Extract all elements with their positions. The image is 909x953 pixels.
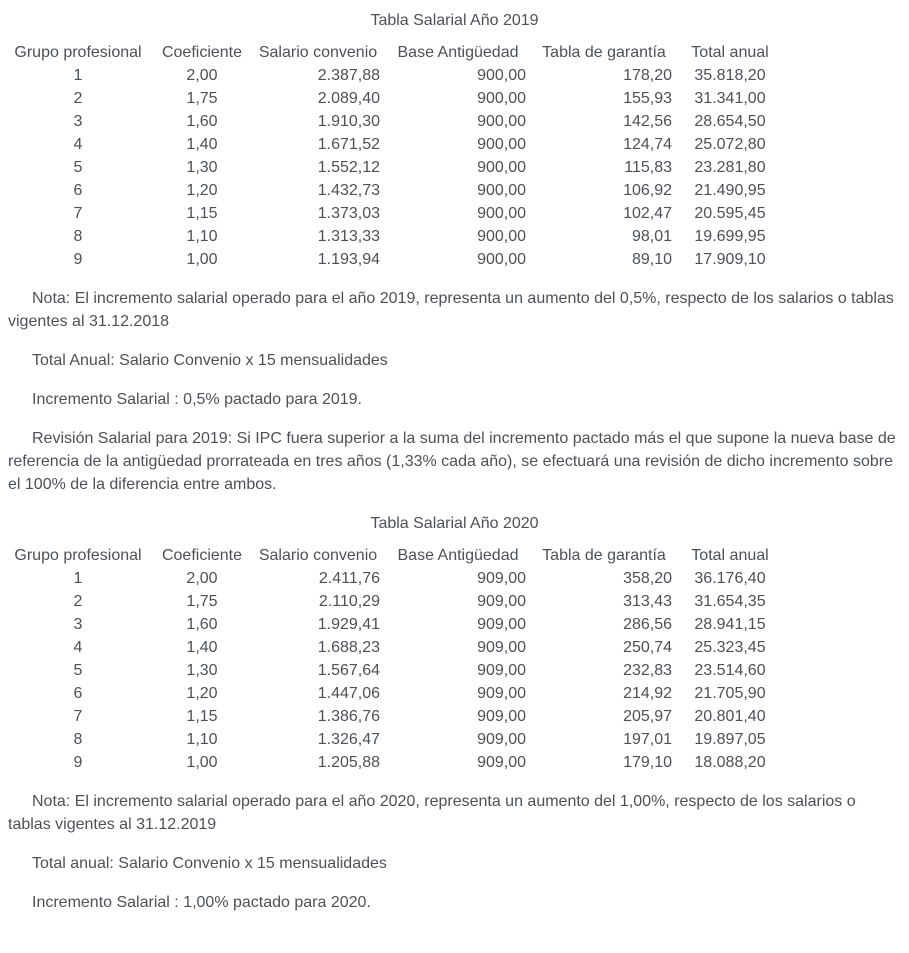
notes-2020 — [8, 790, 901, 914]
table-cell: 19.699,95 — [694, 228, 766, 245]
table-cell: 909,00 — [477, 593, 526, 610]
table-header-row — [8, 41, 778, 64]
table-cell: 9 — [73, 251, 83, 268]
table-cell: 2.089,40 — [317, 90, 380, 107]
table-cell: 900,00 — [477, 136, 526, 153]
table-cell: 2,00 — [186, 67, 218, 84]
table-cell: 2 — [73, 90, 83, 107]
note-paragraph: Nota: El incremento salarial operado para el año 2019, representa un aumento del 0,5%, respecto de los salarios o tablas vigentes al 31.12.2018 — [8, 290, 894, 330]
table-cell: 900,00 — [477, 228, 526, 245]
table-cell: 909,00 — [477, 662, 526, 679]
table-cell: 1.552,12 — [317, 159, 380, 176]
table-cell: 3 — [73, 616, 83, 633]
table-cell: 19.897,05 — [694, 731, 766, 748]
note-paragraph: Incremento Salarial : 0,5% pactado para 2019. — [32, 391, 362, 408]
table-cell: 1.447,06 — [317, 685, 380, 702]
table-row — [8, 179, 778, 202]
table-cell: 1.205,88 — [317, 754, 380, 771]
table-row — [8, 567, 778, 590]
section-tabla-2020 — [8, 512, 901, 914]
table-cell: 1,10 — [186, 731, 218, 748]
table-cell: 1.671,52 — [317, 136, 380, 153]
table-cell: 17.909,10 — [694, 251, 766, 268]
table-cell: 4 — [73, 136, 83, 153]
table-header-row — [8, 544, 778, 567]
table-cell: 1,60 — [186, 616, 218, 633]
table-cell: 1,40 — [186, 136, 218, 153]
table-cell: 900,00 — [477, 182, 526, 199]
table-cell: 18.088,20 — [694, 754, 766, 771]
table-cell: 909,00 — [477, 616, 526, 633]
table-cell: 1.688,23 — [317, 639, 380, 656]
table-cell: 205,97 — [623, 708, 672, 725]
table-cell: 2.387,88 — [317, 67, 380, 84]
table-cell: 28.654,50 — [694, 113, 766, 130]
table-cell: 358,20 — [623, 570, 672, 587]
table-row — [8, 705, 778, 728]
table-cell: 31.654,35 — [694, 593, 766, 610]
column-header: Tabla de garantía — [542, 547, 666, 564]
table-cell: 1.567,64 — [317, 662, 380, 679]
table-cell: 5 — [73, 159, 83, 176]
note-paragraph: Revisión Salarial para 2019: Si IPC fuera superior a la suma del incremento pactado más el que supone la nueva base de referencia de la antigüedad prorrateada en tres años (1,33% cada año), se efectuará una revisión de dicho incremento sobre el 100% de la diferencia entre ambos. — [8, 430, 896, 493]
table-cell: 214,92 — [623, 685, 672, 702]
table-cell: 909,00 — [477, 754, 526, 771]
table-cell: 313,43 — [623, 593, 672, 610]
table-cell: 2.110,29 — [318, 593, 380, 610]
table-cell: 23.281,80 — [694, 159, 766, 176]
table-cell: 1,10 — [186, 228, 218, 245]
table-cell: 286,56 — [623, 616, 672, 633]
table-cell: 115,83 — [624, 159, 672, 176]
table-row — [8, 110, 778, 133]
column-header: Salario convenio — [258, 44, 378, 61]
table-cell: 1,30 — [186, 662, 218, 679]
table-cell: 900,00 — [477, 90, 526, 107]
table-cell: 142,56 — [623, 113, 672, 130]
table-row — [8, 728, 778, 751]
table-cell: 155,93 — [623, 90, 672, 107]
table-row — [8, 590, 778, 613]
column-header: Coeficiente — [161, 44, 243, 61]
table-cell: 8 — [73, 228, 83, 245]
table-cell: 98,01 — [631, 228, 672, 245]
table-title-2019: Tabla Salarial Año 2019 — [370, 12, 539, 29]
note-paragraph: Nota: El incremento salarial operado para el año 2020, representa un aumento del 1,00%, respecto de los salarios o tablas vigentes al 31.12.2019 — [8, 793, 856, 833]
column-header: Grupo profesional — [14, 547, 142, 564]
table-cell: 1,75 — [186, 90, 218, 107]
table-cell: 21.705,90 — [694, 685, 766, 702]
table-cell: 1,20 — [186, 182, 218, 199]
table-cell: 909,00 — [477, 639, 526, 656]
table-cell: 1.910,30 — [317, 113, 380, 130]
note-paragraph: Total Anual: Salario Convenio x 15 mensualidades — [32, 352, 388, 369]
table-row — [8, 133, 778, 156]
table-row — [8, 613, 778, 636]
salary-table-2020 — [0, 544, 788, 774]
table-cell: 4 — [73, 639, 83, 656]
table-cell: 1 — [73, 67, 83, 84]
table-row — [8, 636, 778, 659]
table-cell: 2.411,76 — [318, 570, 380, 587]
table-cell: 124,74 — [623, 136, 672, 153]
table-title-2020: Tabla Salarial Año 2020 — [370, 515, 539, 532]
table-cell: 20.595,45 — [694, 205, 766, 222]
table-cell: 1,30 — [186, 159, 218, 176]
table-row — [8, 682, 778, 705]
table-row — [8, 156, 778, 179]
column-header: Base Antigüedad — [397, 44, 519, 61]
table-cell: 1.386,76 — [317, 708, 380, 725]
salary-document — [8, 9, 901, 914]
table-cell: 900,00 — [477, 251, 526, 268]
notes-2019 — [8, 287, 901, 496]
column-header: Tabla de garantía — [542, 44, 666, 61]
note-paragraph: Incremento Salarial : 1,00% pactado para 2020. — [32, 894, 371, 911]
table-row — [8, 248, 778, 271]
table-row — [8, 225, 778, 248]
column-header: Total anual — [691, 547, 769, 564]
table-cell: 3 — [73, 113, 83, 130]
column-header: Base Antigüedad — [397, 547, 519, 564]
salary-table-2019 — [0, 41, 788, 271]
table-cell: 909,00 — [477, 731, 526, 748]
table-cell: 900,00 — [477, 113, 526, 130]
table-cell: 1,15 — [186, 205, 218, 222]
table-cell: 6 — [73, 685, 83, 702]
table-cell: 106,92 — [623, 182, 672, 199]
table-cell: 900,00 — [477, 205, 526, 222]
table-cell: 7 — [73, 205, 83, 222]
note-paragraph: Total anual: Salario Convenio x 15 mensualidades — [32, 855, 387, 872]
table-cell: 1,00 — [186, 754, 218, 771]
table-cell: 1,40 — [186, 639, 218, 656]
table-cell: 2 — [73, 593, 83, 610]
table-cell: 25.072,80 — [694, 136, 766, 153]
table-cell: 23.514,60 — [694, 662, 766, 679]
table-cell: 1,75 — [186, 593, 218, 610]
table-cell: 250,74 — [623, 639, 672, 656]
table-cell: 909,00 — [477, 708, 526, 725]
table-cell: 1,60 — [186, 113, 218, 130]
table-row — [8, 64, 778, 87]
table-cell: 900,00 — [477, 67, 526, 84]
table-cell: 909,00 — [477, 685, 526, 702]
table-cell: 5 — [73, 662, 83, 679]
table-cell: 8 — [73, 731, 83, 748]
table-cell: 1.326,47 — [317, 731, 380, 748]
table-cell: 28.941,15 — [694, 616, 766, 633]
table-cell: 102,47 — [623, 205, 672, 222]
table-cell: 1 — [73, 570, 83, 587]
table-row — [8, 659, 778, 682]
table-row — [8, 202, 778, 225]
table-cell: 900,00 — [477, 159, 526, 176]
table-cell: 20.801,40 — [694, 708, 766, 725]
table-cell: 7 — [73, 708, 83, 725]
table-cell: 1.929,41 — [317, 616, 380, 633]
table-row — [8, 751, 778, 774]
column-header: Total anual — [691, 44, 769, 61]
table-cell: 25.323,45 — [694, 639, 766, 656]
column-header: Grupo profesional — [14, 44, 142, 61]
table-cell: 232,83 — [623, 662, 672, 679]
table-cell: 1.373,03 — [317, 205, 380, 222]
table-cell: 1.432,73 — [317, 182, 380, 199]
table-cell: 9 — [73, 754, 83, 771]
table-cell: 909,00 — [477, 570, 526, 587]
table-cell: 2,00 — [186, 570, 218, 587]
section-tabla-2019 — [8, 9, 901, 496]
table-cell: 89,10 — [631, 251, 672, 268]
column-header: Salario convenio — [258, 547, 378, 564]
table-cell: 178,20 — [623, 67, 672, 84]
column-header: Coeficiente — [161, 547, 243, 564]
table-cell: 197,01 — [623, 731, 672, 748]
table-cell: 36.176,40 — [694, 570, 766, 587]
table-cell: 31.341,00 — [694, 90, 766, 107]
table-cell: 1,00 — [186, 251, 218, 268]
table-cell: 179,10 — [623, 754, 672, 771]
table-cell: 21.490,95 — [694, 182, 766, 199]
table-row — [8, 87, 778, 110]
table-cell: 1,15 — [186, 708, 218, 725]
table-cell: 1,20 — [186, 685, 218, 702]
table-cell: 6 — [73, 182, 83, 199]
table-cell: 35.818,20 — [694, 67, 766, 84]
table-cell: 1.313,33 — [317, 228, 380, 245]
table-cell: 1.193,94 — [317, 251, 380, 268]
